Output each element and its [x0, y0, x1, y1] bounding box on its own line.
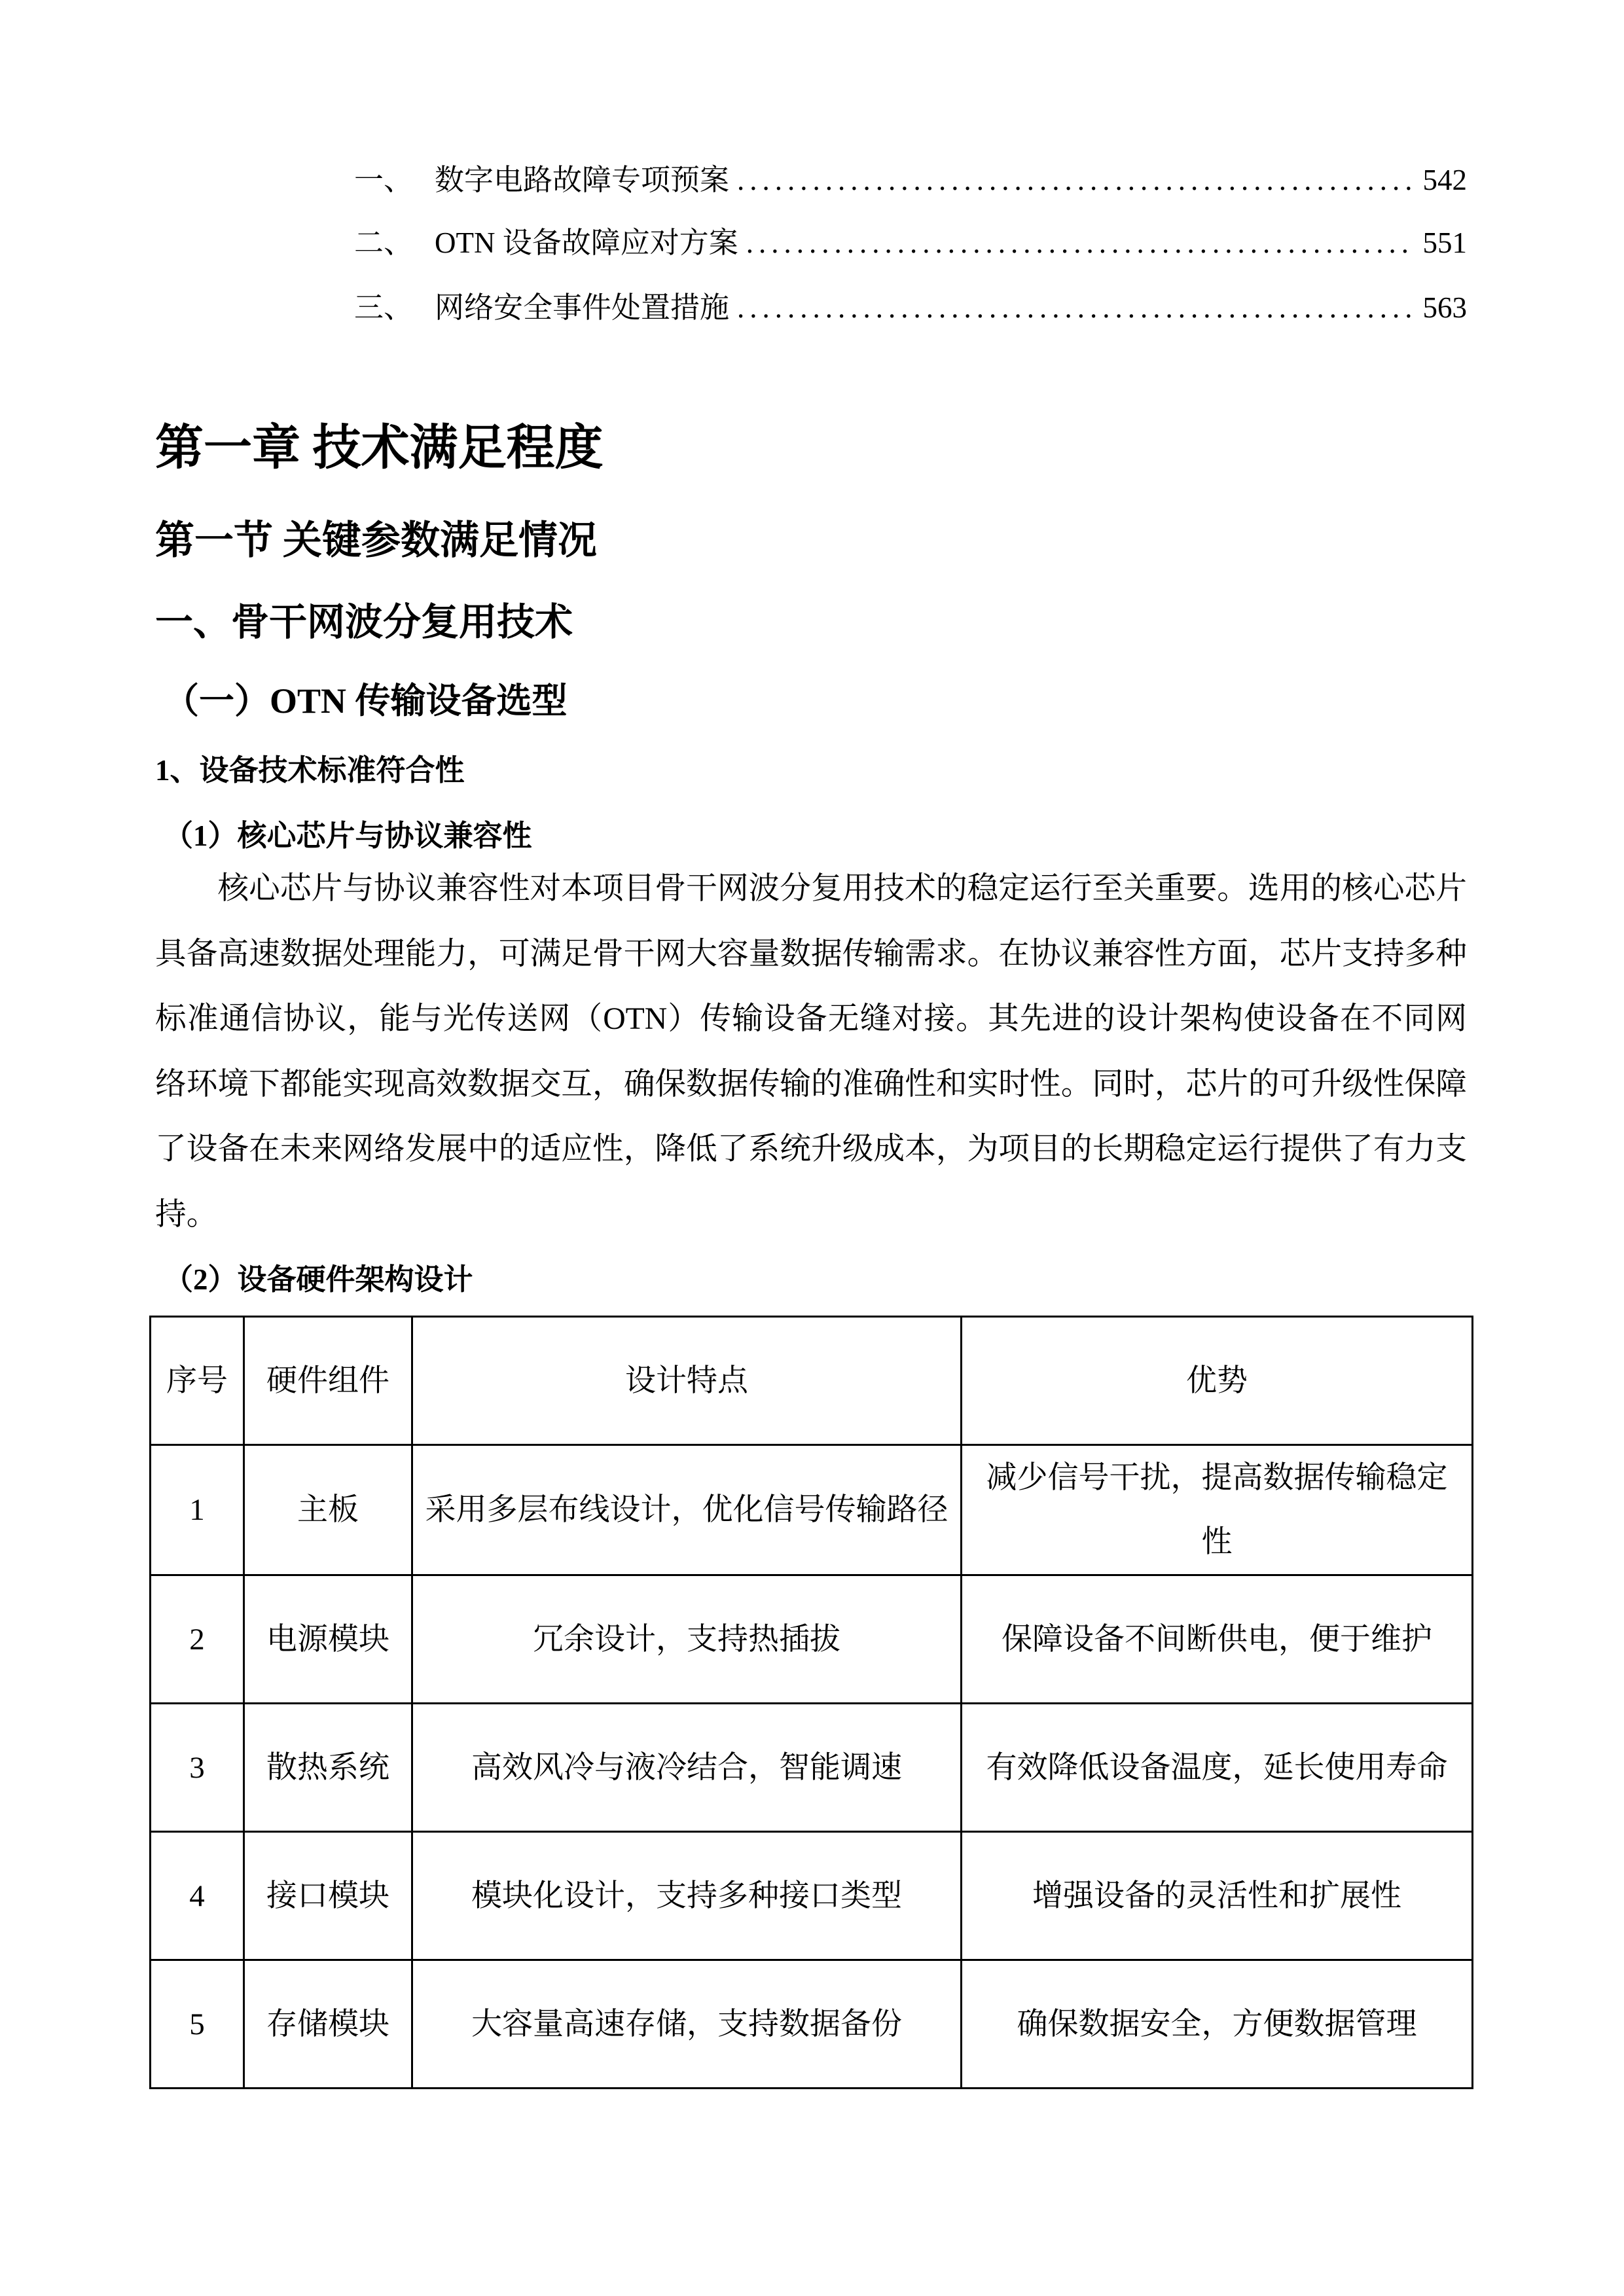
subsection-heading: （2）设备硬件架构设计	[164, 1263, 473, 1296]
cell-component: 存储模块	[244, 1960, 412, 2089]
cell-design: 大容量高速存储，支持数据备份	[412, 1960, 962, 2089]
cell-advantage: 保障设备不间断供电，便于维护	[962, 1575, 1473, 1704]
cell-component: 接口模块	[244, 1832, 412, 1960]
cell-component: 散热系统	[244, 1704, 412, 1832]
table-row	[151, 1960, 1473, 2089]
table-row	[151, 1445, 1473, 1575]
toc-page: 542	[1422, 164, 1467, 196]
subsection-heading: 1、设备技术标准符合性	[155, 754, 465, 787]
toc-number: 一、	[354, 164, 414, 196]
table-row	[151, 1704, 1473, 1832]
table-row	[151, 1832, 1473, 1960]
table-row	[151, 1575, 1473, 1704]
chapter-heading: 第一章 技术满足程度	[155, 422, 604, 475]
cell-index: 5	[151, 1960, 244, 2089]
subsection-heading: 一、骨干网波分复用技术	[155, 601, 573, 643]
toc-leader-dots	[737, 163, 1415, 197]
toc-number: 三、	[354, 291, 414, 324]
toc-entry[interactable]	[354, 219, 1467, 258]
toc-page: 563	[1422, 291, 1467, 324]
body-paragraph: 核心芯片与协议兼容性对本项目骨干网波分复用技术的稳定运行至关重要。选用的核心芯片具备高速数据处理能力，可满足骨干网大容量数据传输需求。在协议兼容性方面，芯片支持多种标准通信协议，能与光传送网（OTN）传输设备无缝对接。其先进的设计架构使设备在不同网络环境下都能实现高效数据交互，确保数据传输的准确性和实时性。同时，芯片的可升级性保障了设备在未来网络发展中的适应性，降低了系统升级成本，为项目的长期稳定运行提供了有力支持。	[155, 871, 1467, 1232]
section-heading: 第一节 关键参数满足情况	[155, 519, 597, 562]
cell-index: 3	[151, 1704, 244, 1832]
toc-entry[interactable]	[354, 156, 1467, 195]
hardware-table	[149, 1316, 1473, 2089]
cell-advantage: 减少信号干扰，提高数据传输稳定性	[962, 1445, 1473, 1575]
toc-leader-dots	[737, 291, 1415, 325]
header-cell: 优势	[962, 1317, 1473, 1445]
cell-design: 采用多层布线设计，优化信号传输路径	[412, 1445, 962, 1575]
toc-title: OTN 设备故障应对方案	[435, 226, 738, 259]
cell-design: 冗余设计，支持热插拔	[412, 1575, 962, 1704]
cell-design: 高效风冷与液冷结合，智能调速	[412, 1704, 962, 1832]
header-cell: 序号	[151, 1317, 244, 1445]
header-cell: 设计特点	[412, 1317, 962, 1445]
subsection-heading: （一）OTN 传输设备选型	[164, 681, 568, 721]
cell-component: 主板	[244, 1445, 412, 1575]
header-cell: 硬件组件	[244, 1317, 412, 1445]
cell-index: 4	[151, 1832, 244, 1960]
cell-index: 1	[151, 1445, 244, 1575]
toc-entry[interactable]	[354, 283, 1467, 323]
toc-title: 网络安全事件处置措施	[435, 291, 730, 324]
table-header-row	[151, 1317, 1473, 1445]
cell-design: 模块化设计，支持多种接口类型	[412, 1832, 962, 1960]
toc-title: 数字电路故障专项预案	[435, 164, 730, 196]
cell-component: 电源模块	[244, 1575, 412, 1704]
cell-advantage: 确保数据安全，方便数据管理	[962, 1960, 1473, 2089]
cell-index: 2	[151, 1575, 244, 1704]
toc-page: 551	[1422, 226, 1467, 259]
toc-number: 二、	[354, 226, 414, 259]
toc-leader-dots	[746, 226, 1415, 260]
subsection-heading: （1）核心芯片与协议兼容性	[164, 819, 532, 852]
cell-advantage: 增强设备的灵活性和扩展性	[962, 1832, 1473, 1960]
cell-advantage: 有效降低设备温度，延长使用寿命	[962, 1704, 1473, 1832]
